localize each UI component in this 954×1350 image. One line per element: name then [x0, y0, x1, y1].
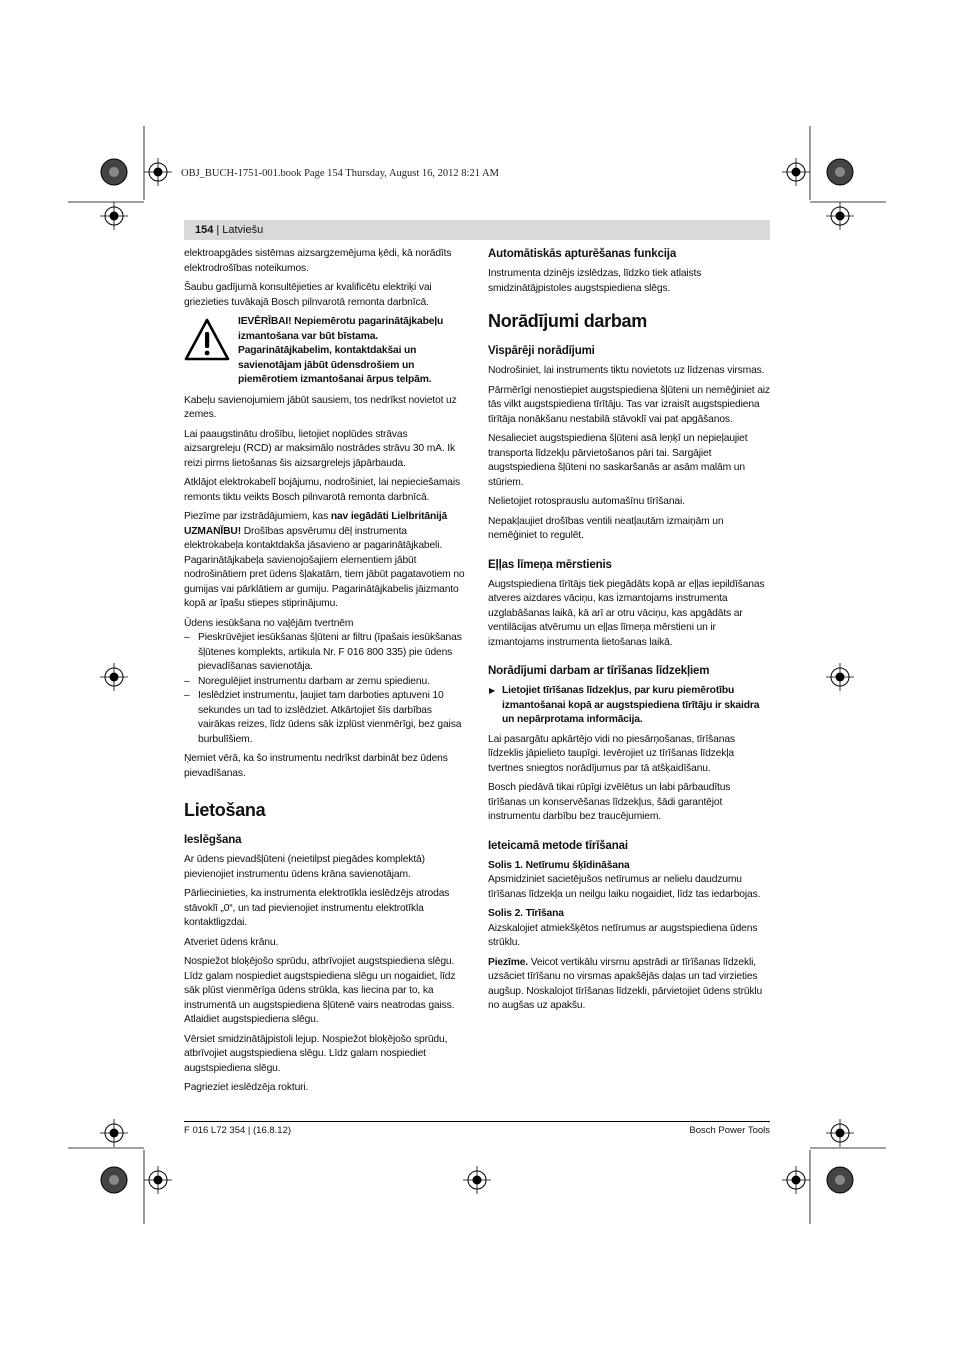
- list-item: – Pieskrūvējiet iesūkšanas šļūteni ar filtru (īpašais iesūkšanas šļūtenes komplekts, artikula Nr. F 016 800 335) pie ūdens pievadīšanas savienotāja.: [184, 631, 466, 675]
- step-heading: Solis 1. Netīrumu šķīdināšana: [488, 859, 630, 871]
- paragraph: Atveriet ūdens krānu.: [184, 936, 279, 948]
- paragraph: Kabeļu savienojumiem jābūt sausiem, tos nedrīkst novietot uz zemes.: [184, 394, 457, 420]
- paragraph: Nepakļaujiet drošības ventili neatļautām izmaiņām un nemēģiniet to regulēt.: [488, 515, 724, 541]
- left-column: [184, 247, 466, 1101]
- section-heading: Lietošana: [184, 800, 266, 820]
- page-number: 154: [195, 224, 214, 236]
- paragraph: Šaubu gadījumā konsultējieties ar kvalificētu elektriķi vai griezieties tuvākajā Bosch pilnvarotā remonta darbnīcā.: [184, 282, 432, 308]
- paragraph: [488, 956, 770, 1014]
- paragraph: Ņemiet vērā, ka šo instrumentu nedrīkst darbināt bez ūdens pievadīšanas.: [184, 753, 448, 779]
- paragraph: Instrumenta dzinējs izslēdzas, līdzko tiek atlaists smidzinātājpistoles augstspiediena slēgs.: [488, 268, 702, 294]
- paragraph: Nospiežot bloķējošo sprūdu, atbrīvojiet augstspiediena slēgu. Līdz galam nospiediet augstspiediena slēgu un nogaidiet, līdz sāk plūst vienmērīga ūdens strūkla, kas liecina par to, ka instrumentā un augstspiediena šļūtenē vairs neatrodas gaiss. Atlaidiet augstspiediena slēgu.: [184, 956, 456, 1025]
- list-item: – Ieslēdziet instrumentu, ļaujiet tam darboties aptuveni 10 sekundes un tad to izslēdziet. Atkārtojiet šīs darbības vairākas reizes, līdz ūdens sāk izplūst vienmērīgi, bez gaisa burbulīšiem.: [184, 689, 466, 747]
- subsection-heading: Eļļas līmeņa mērstienis: [488, 558, 612, 571]
- paragraph: Ūdens iesūkšana no vaļējām tvertnēm: [184, 617, 354, 629]
- paragraph: Atklājot elektrokabelī bojājumu, nodrošiniet, lai nepieciešamais remonts tiktu veikts Bosch pilnvarotā remonta darbnīcā.: [184, 477, 461, 503]
- paragraph: Pārmērīgi nenostiepiet augstspiediena šļūteni un nemēģiniet aiz tās vilkt augstspiediena tīrītāju. Tas var izraisīt augstspiediena tīrītāja nonākšanu nestabilā stāvoklī vai pat apgāšanos.: [488, 384, 770, 425]
- paragraph: Ar ūdens pievadšļūteni (neietilpst piegādes komplektā) pievienojiet instrumentu ūdens krāna savienotājam.: [184, 854, 425, 880]
- section-heading: Norādījumi darbam: [488, 311, 647, 331]
- paragraph: Bosch piedāvā tikai rūpīgi izvēlētus un labi pārbaudītus tīrīšanas un konservēšanas līdzekļus, šādi garantējot instrumentu darbību bez traucējumiem.: [488, 782, 731, 822]
- note-text: Veicot vertikālu virsmu apstrādi ar tīrīšanas līdzekli, uzsāciet tīrīšanu no virsmas apakšējās daļas un tad virzieties augšup. Noskalojot tīrīšanas līdzekli, pārvietojiet ūdens strūklu no augšas uz apakšu.: [488, 956, 763, 1011]
- paragraph: Nesalieciet augstspiediena šļūteni asā leņķī un nepieļaujiet transporta līdzekļu pārvietošanos pāri tai. Sargājiet augstspiediena šļūteni no saskaršanās ar asām malām un stūriem.: [488, 433, 748, 488]
- instruction-item: [488, 684, 770, 728]
- paragraph: Lai paaugstinātu drošību, lietojiet noplūdes strāvas aizsargreleju (RCD) ar maksimālo nostrādes strāvu 30 mA. Ik reizi pirms lietošanas šis aizsargrelejs jāpārbauda.: [184, 428, 455, 469]
- arrow-bullet-icon: ▶: [489, 686, 496, 695]
- list-item: – Noregulējiet instrumentu darbam ar zemu spiedienu.: [184, 675, 466, 690]
- paragraph: elektroapgādes sistēmas aizsargzemējuma ķēdi, kā norādīts elektrodrošības noteikumos.: [184, 248, 452, 274]
- uk-note-intro: Piezīme par izstrādājumiem, kas: [184, 511, 331, 522]
- paragraph: Pagrieziet ieslēdzēja rokturi.: [184, 1082, 309, 1093]
- paragraph: Aizskalojiet atmiekšķētos netīrumus ar augstspiediena ūdens strūklu.: [488, 922, 758, 948]
- print-info-line: OBJ_BUCH-1751-001.book Page 154 Thursday, August 16, 2012 8:21 AM: [181, 168, 499, 179]
- step-heading: Solis 2. Tīrīšana: [488, 908, 564, 919]
- instruction-text: Lietojiet tīrīšanas līdzekļus, par kuru piemērotību izmantošanai kopā ar augstspiediena tīrītāju ir skaidra un nepārprotama informācija.: [502, 685, 760, 725]
- right-column: [488, 247, 770, 1019]
- subsection-heading: Vispārēji norādījumi: [488, 345, 595, 357]
- footer-brand: Bosch Power Tools: [689, 1125, 770, 1136]
- paragraph: Vērsiet smidzinātājpistoli lejup. Nospiežot bloķējošo sprūdu, atbrīvojiet augstspiediena slēgu. Līdz galam nospiediet augstspiediena slēgu.: [184, 1033, 448, 1074]
- paragraph: Pārliecinieties, ka instrumenta elektrotīkla ieslēdzējs atrodas stāvoklī „0“, un tad pievienojiet instrumentu elektrotīkla kontaktligzdai.: [184, 888, 450, 928]
- paragraph: Lai pasargātu apkārtējo vidi no piesārņošanas, tīrīšanas līdzeklis jāpielieto taupīgi. Ievērojiet uz tīrīšanas līdzekļa tvertnes sniegtos norādījumus par tā atšķaidīšanu.: [488, 733, 735, 774]
- page-header: [184, 220, 770, 240]
- subsection-heading: Automātiskās apturēšanas funkcija: [488, 248, 677, 260]
- warning-triangle-icon: [184, 317, 230, 363]
- warning-text: IEVĒRĪBAI! Nepiemērotu pagarinātājkabeļu izmantošana var būt bīstama. Pagarinātājkabelim, kontaktdakšai un savienotājam jābūt ūdensdrošiem un piemērotiem izmantošanai ārpus telpām.: [238, 316, 444, 385]
- warning-block: [184, 315, 466, 388]
- subsection-heading: Ieteicamā metode tīrīšanai: [488, 839, 628, 852]
- paragraph: Nodrošiniet, lai instruments tiktu novietots uz līdzenas virsmas.: [488, 365, 765, 376]
- water-intake-steps: [184, 631, 466, 747]
- footer-doc-number: F 016 L72 354 | (16.8.12): [184, 1125, 292, 1136]
- paragraph: Nelietojiet rotosprauslu automašīnu tīrīšanai.: [488, 496, 685, 507]
- header-separator: |: [216, 224, 220, 236]
- uk-note-caution: nav iegādāti Lielbritānijā UZMANĪBU!: [184, 511, 448, 537]
- note-label: Piezīme.: [488, 956, 529, 968]
- paragraph: Apsmidziniet sacietējušos netīrumus ar nelielu daudzumu tīrīšanas līdzekļa un neilgu laiku nogaidiet, līdz tas iedarbojas.: [488, 874, 761, 900]
- subsection-heading: Ieslēgšana: [184, 834, 242, 846]
- paragraph: Augstspiediena tīrītājs tiek piegādāts kopā ar eļļas iepildīšanas atveres aizdares vāciņu, kas izmantojams instrumenta uzglabāšanas laikā, kā arī ar otru vāciņu, kas apgādāts ar ventilācijas atvērumu un eļļas līmeņa mērstieni un ir izmantojams instrumenta lietošanas laikā.: [488, 578, 765, 648]
- subsection-heading: Norādījumi darbam ar tīrīšanas līdzekļiem: [488, 665, 710, 677]
- uk-note-text: Drošības apsvērumu dēļ instrumenta elektrokabeļa kontaktdakša jāsavieno ar pagarinātājkabeli. Pagarinātājkabeļa savienojošajiem elementiem jābūt nodrošinātiem pret ūdens šļakatām, tiem jābūt pagatavotiem no gumijas vai pārklātiem ar gumiju. Pagarinātājkabelis jāizmanto kopā ar īpašu stiepes stiprinājumu.: [184, 525, 465, 609]
- header-language: Latviešu: [222, 224, 264, 236]
- footer-rule: [184, 1121, 770, 1122]
- paragraph: [184, 510, 466, 612]
